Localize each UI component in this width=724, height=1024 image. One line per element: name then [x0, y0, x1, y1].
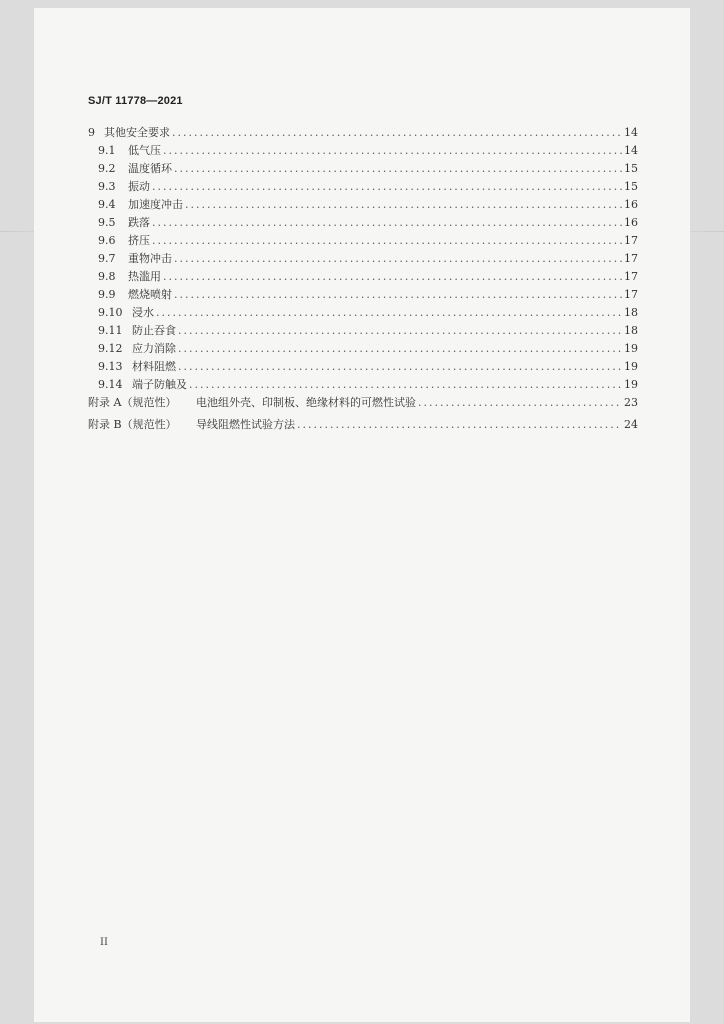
toc-entry-number: 9.1 [98, 144, 116, 157]
toc-entry-number: 9.2 [98, 162, 116, 175]
toc-entry-number: 9.12 [98, 342, 123, 355]
toc-entry-title: 其他安全要求 [104, 126, 170, 139]
toc-leader-dots [418, 394, 622, 412]
toc-entry[interactable] [88, 214, 638, 232]
toc-leader-dots [178, 322, 622, 340]
toc-appendix-entry[interactable] [88, 394, 638, 416]
toc-entry-title: 振动 [128, 180, 150, 193]
toc-entry-title: 电池组外壳、印制板、绝缘材料的可燃性试验 [196, 396, 416, 409]
toc-entry[interactable] [88, 250, 638, 268]
toc-entry-title: 热滥用 [128, 270, 161, 283]
toc-leader-dots [185, 196, 622, 214]
toc-leader-dots [152, 178, 622, 196]
toc-entry-page: 17 [624, 270, 638, 283]
toc-entry-title: 端子防触及 [132, 378, 187, 391]
toc-entry-number: 9.7 [98, 252, 116, 265]
toc-entry-page: 24 [624, 418, 638, 431]
toc-entry-page: 14 [624, 144, 638, 157]
toc-entry-title: 燃烧喷射 [128, 288, 172, 301]
page-number: II [100, 937, 108, 948]
toc-entry-title: 应力消除 [132, 342, 176, 355]
toc-entry-page: 16 [624, 216, 638, 229]
toc-entry[interactable] [88, 358, 638, 376]
toc-entry-number: 9.8 [98, 270, 116, 283]
toc-leader-dots [178, 358, 622, 376]
toc-entry-title: 重物冲击 [128, 252, 172, 265]
toc-leader-dots [163, 142, 622, 160]
toc-leader-dots [163, 268, 622, 286]
toc-entry-page: 15 [624, 180, 638, 193]
toc-entry[interactable] [88, 160, 638, 178]
toc-entry-title: 导线阻燃性试验方法 [196, 418, 295, 431]
toc-entry-title: 材料阻燃 [132, 360, 176, 373]
toc-leader-dots [174, 286, 622, 304]
toc-entry-page: 23 [624, 396, 638, 409]
toc-entry-number: 9.3 [98, 180, 116, 193]
toc-entry-page: 18 [624, 306, 638, 319]
toc-leader-dots [174, 160, 622, 178]
toc-leader-dots [156, 304, 622, 322]
toc-entry-number: 9.6 [98, 234, 116, 247]
toc-entry-page: 15 [624, 162, 638, 175]
toc-entry[interactable] [88, 286, 638, 304]
table-of-contents [88, 124, 638, 438]
toc-entry-page: 17 [624, 252, 638, 265]
toc-entry[interactable] [88, 124, 638, 142]
toc-entry-title: 跌落 [128, 216, 150, 229]
toc-entry-number: 9.13 [98, 360, 123, 373]
toc-entry-title: 温度循环 [128, 162, 172, 175]
toc-leader-dots [189, 376, 622, 394]
toc-entry-page: 16 [624, 198, 638, 211]
toc-entry-page: 19 [624, 378, 638, 391]
toc-entry-number: 9.5 [98, 216, 116, 229]
toc-entry[interactable] [88, 232, 638, 250]
toc-entry-number: 9.11 [98, 324, 123, 337]
toc-entry-page: 18 [624, 324, 638, 337]
toc-entry-number: 9.9 [98, 288, 116, 301]
toc-entry-page: 17 [624, 288, 638, 301]
standard-code-header: SJ/T 11778—2021 [88, 95, 183, 107]
toc-leader-dots [297, 416, 622, 434]
toc-entry-number: 9.14 [98, 378, 123, 391]
toc-entry-number: 9.10 [98, 306, 123, 319]
toc-entry-title: 防止吞食 [132, 324, 176, 337]
toc-entry-page: 17 [624, 234, 638, 247]
toc-entry-page: 19 [624, 342, 638, 355]
toc-entry-title: 浸水 [132, 306, 154, 319]
toc-leader-dots [152, 214, 622, 232]
toc-entry[interactable] [88, 196, 638, 214]
toc-entry-title: 加速度冲击 [128, 198, 183, 211]
toc-entry[interactable] [88, 268, 638, 286]
toc-leader-dots [178, 340, 622, 358]
toc-entry-number: 附录 A（规范性） [88, 396, 177, 409]
toc-entry-number: 附录 B（规范性） [88, 418, 177, 431]
toc-entry-page: 19 [624, 360, 638, 373]
toc-entry[interactable] [88, 142, 638, 160]
toc-leader-dots [174, 250, 622, 268]
toc-entry-number: 9 [88, 126, 95, 139]
toc-leader-dots [152, 232, 622, 250]
toc-entry[interactable] [88, 322, 638, 340]
toc-entry[interactable] [88, 376, 638, 394]
toc-entry-title: 低气压 [128, 144, 161, 157]
toc-entry[interactable] [88, 178, 638, 196]
toc-entry-title: 挤压 [128, 234, 150, 247]
toc-appendix-entry[interactable] [88, 416, 638, 438]
toc-entry-number: 9.4 [98, 198, 116, 211]
toc-entry[interactable] [88, 340, 638, 358]
toc-entry[interactable] [88, 304, 638, 322]
toc-entry-page: 14 [624, 126, 638, 139]
toc-leader-dots [172, 124, 622, 142]
